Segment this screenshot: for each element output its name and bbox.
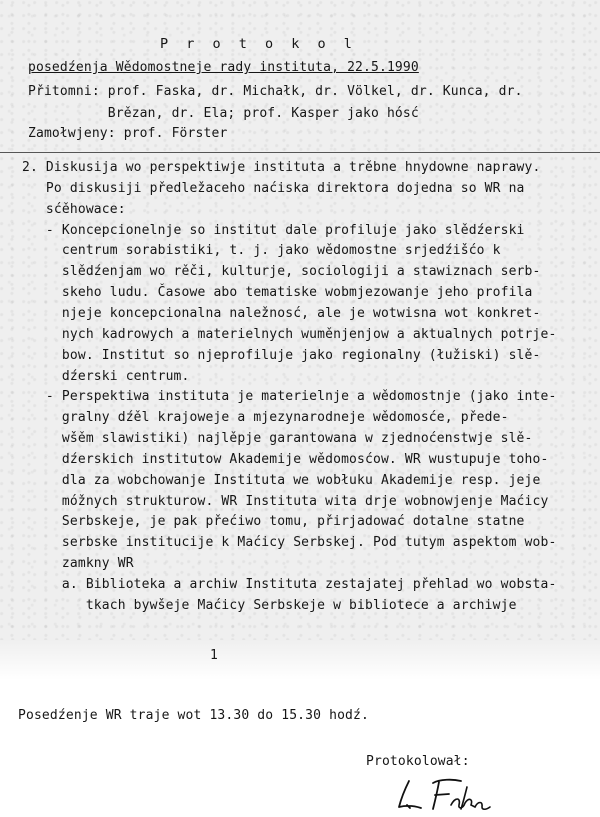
body-line: móžnych strukturow. WR Instituta wita drje wobnowjenje Maćicy	[22, 493, 549, 509]
body-line: nych kadrowych a materielnych wuměnjenjow a aktualnych potrje-	[22, 326, 557, 342]
body-line: njeje koncepcionalna naležnosć, ale je wotwisna wot konkret-	[22, 305, 541, 321]
attendees-line: Přitomni: prof. Faska, dr. Michałk, dr. Völkel, dr. Kunca, dr.	[28, 84, 523, 99]
body-line: 2. Diskusija wo perspektiwje instituta a trěbne hnydowne naprawy.	[22, 160, 541, 175]
body-line: dźerskich institutow Akademije wědomosćow. WR wustupuje toho-	[22, 451, 549, 467]
signature	[395, 775, 525, 815]
body-line: serbske institucije k Maćicy Serbskej. Pod tutym aspektom wob-	[22, 535, 557, 551]
recorder-label: Protokolował:	[366, 754, 470, 769]
divider	[0, 152, 600, 153]
body-line: slědźenjam wo rěči, kulturje, sociologiji a stawiznach serb-	[22, 264, 541, 280]
body-line: bow. Institut so njeprofiluje jako regionalny (łužiski) slě-	[22, 347, 541, 363]
document-subtitle: posedźenja Wědomostneje rady instituta, 22.5.1990	[28, 60, 419, 75]
document-title: P r o t o k o l	[160, 36, 357, 52]
body-line: dźerski centrum.	[22, 368, 190, 384]
body-line: a. Biblioteka a archiw Instituta zestajatej přehlad wo wobsta-	[22, 577, 557, 592]
page-number: 1	[210, 648, 218, 663]
body-line: - Perspektiwa instituta je materielnje a wědomostnje (jako inte-	[22, 389, 557, 405]
body-line: dla za wobchowanje Instituta we wobłuku Akademije resp. jeje	[22, 472, 541, 488]
body-line: tkach bywšeje Maćicy Serbskeje w bibliotece a archiwje	[22, 597, 517, 613]
body-line: skeho ludu. Časowe abo tematiske wobmjezowanje jeho profila	[22, 285, 533, 301]
body-line: sćěhowace:	[22, 201, 126, 217]
body-line: centrum sorabistiki, t. j. jako wědomostne srjedźišćo k	[22, 243, 501, 259]
body-line: - Koncepcionelnje so institut dale profiluje jako slědźerski	[22, 222, 525, 238]
body-line: Serbskeje, je pak přećiwo tomu, přirjadować dotalne statne	[22, 514, 525, 530]
attendees-line: Brězan, dr. Ela; prof. Kasper jako hósć	[28, 106, 419, 121]
body-line: wšěm slawistiki) najlěpje garantowana w zjednoćenstwje slě-	[22, 431, 533, 447]
body-line: zamknу WR	[22, 556, 134, 572]
absent-line: Zamołwjeny: prof. Förster	[28, 126, 228, 141]
closing-line: Posedźenje WR traje wot 13.30 do 15.30 hodź.	[18, 708, 369, 723]
body-line: Po diskusiji předležaceho naćiska direktora dojedna so WR na	[22, 180, 525, 196]
page-edge	[0, 640, 600, 680]
body-line: gralny dźěl krajoweje a mjezynarodneje wědomosće, přede-	[22, 410, 509, 426]
